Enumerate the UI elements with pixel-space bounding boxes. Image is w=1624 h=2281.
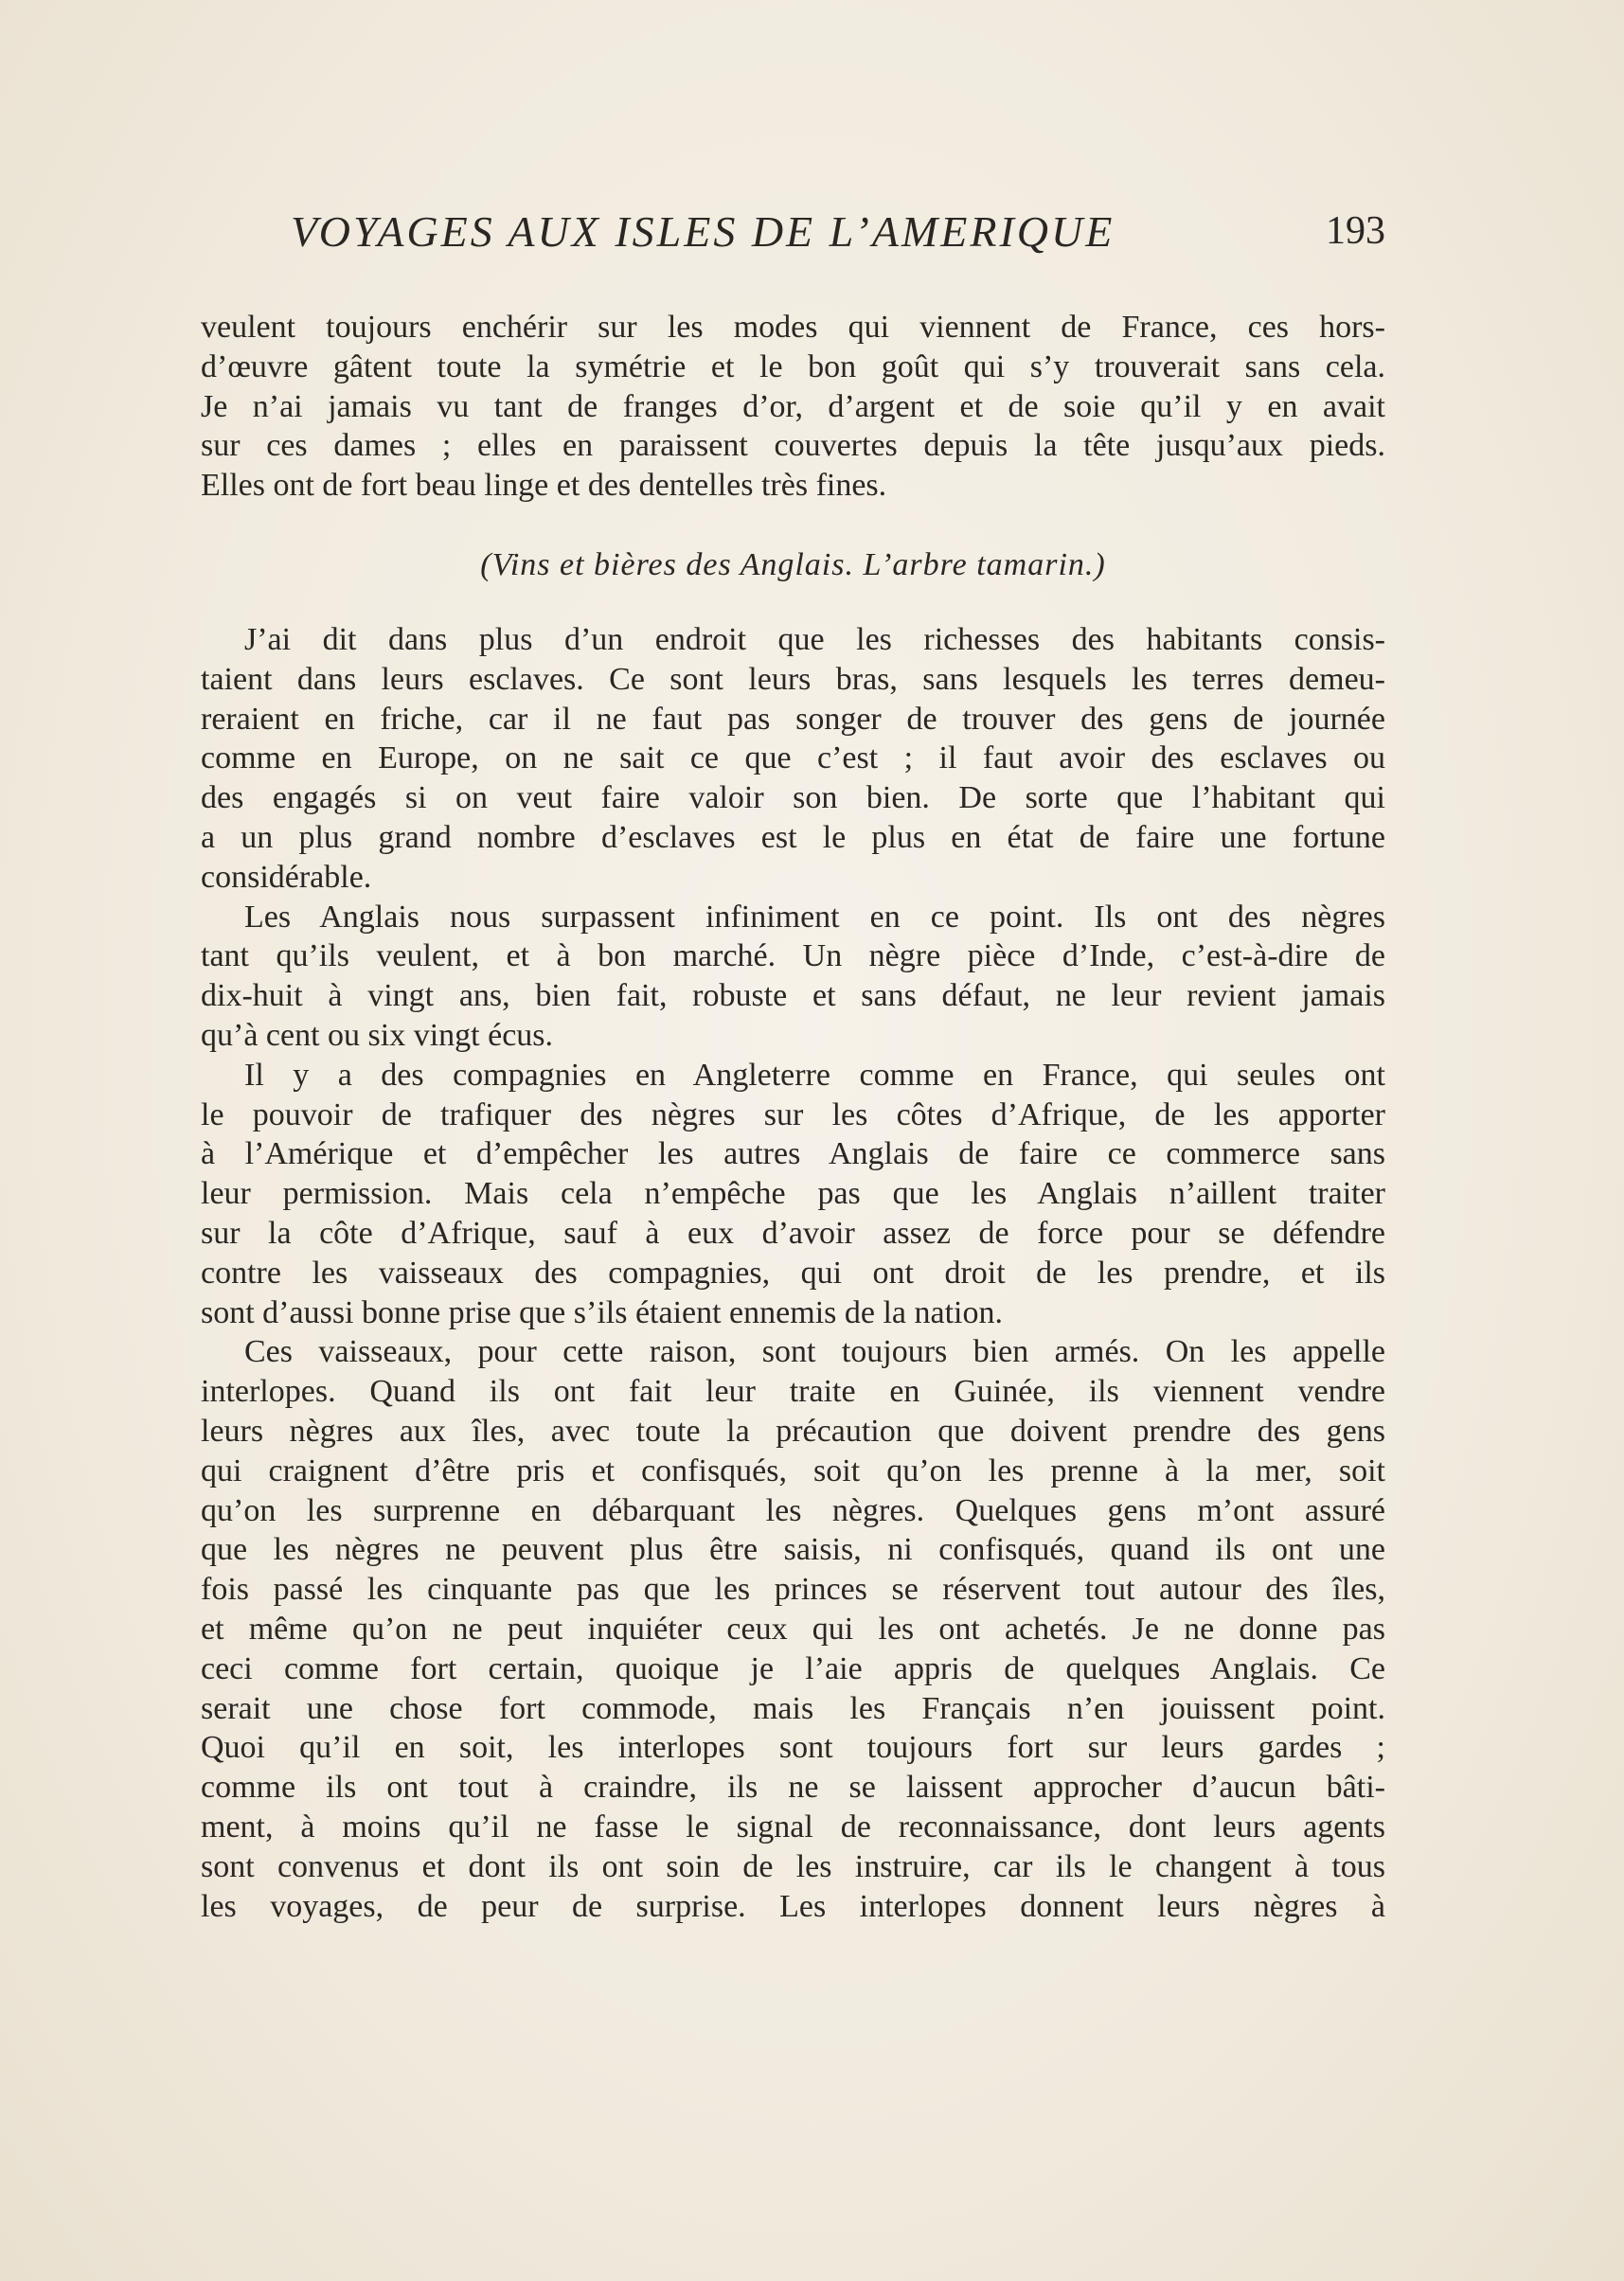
text-line: ment, à moins qu’il ne fasse le signal de reconnaissance, dont leurs agents — [201, 1809, 1385, 1844]
text-line: qui craignent d’être pris et confisqués, soit qu’on les prenne à la mer, soit — [201, 1452, 1385, 1488]
text-line: sont d’aussi bonne prise que s’ils étaient ennemis de la nation. — [201, 1294, 1003, 1330]
paragraph — [201, 308, 1385, 506]
paragraph — [201, 898, 1385, 1056]
text-block-main — [201, 620, 1385, 1926]
text-line: Il y a des compagnies en Angleterre comme en France, qui seules ont — [244, 1057, 1385, 1093]
text-line: dix-huit à vingt ans, bien fait, robuste et sans défaut, ne leur revient jamais — [201, 978, 1385, 1014]
running-title: VOYAGES AUX ISLES DE L’AMERIQUE — [291, 207, 1115, 256]
text-line: à l’Amérique et d’empêcher les autres Anglais de faire ce commerce sans — [201, 1136, 1385, 1172]
text-line: interlopes. Quand ils ont fait leur traite en Guinée, ils viennent vendre — [201, 1374, 1385, 1410]
text-line: comme en Europe, on ne sait ce que c’est ; il faut avoir des esclaves ou — [201, 740, 1385, 776]
text-line: le pouvoir de trafiquer des nègres sur les côtes d’Afrique, de les apporter — [201, 1096, 1385, 1132]
text-line: fois passé les cinquante pas que les princes se réservent tout autour des îles, — [201, 1572, 1385, 1608]
text-line: considérable. — [201, 859, 372, 895]
text-line: les voyages, de peur de surprise. Les interlopes donnent leurs nègres à — [201, 1888, 1385, 1924]
text-line: sur la côte d’Afrique, sauf à eux d’avoir assez de force pour se défendre — [201, 1215, 1385, 1251]
text-line: Quoi qu’il en soit, les interlopes sont toujours fort sur leurs gardes ; — [201, 1730, 1385, 1766]
paragraph — [201, 620, 1385, 898]
text-line: et même qu’on ne peut inquiéter ceux qui les ont achetés. Je ne donne pas — [201, 1611, 1385, 1647]
text-line: d’œuvre gâtent toute la symétrie et le bon goût qui s’y trouverait sans cela. — [201, 348, 1385, 384]
paragraph — [201, 1332, 1385, 1926]
text-line: que les nègres ne peuvent plus être saisis, ni confisqués, quand ils ont une — [201, 1532, 1385, 1568]
text-line: tant qu’ils veulent, et à bon marché. Un nègre pièce d’Inde, c’est-à-dire de — [201, 938, 1385, 974]
text-line: Les Anglais nous surpassent infiniment en ce point. Ils ont des nègres — [244, 899, 1385, 935]
text-line: Ces vaisseaux, pour cette raison, sont toujours bien armés. On les appelle — [244, 1334, 1385, 1370]
text-line: J’ai dit dans plus d’un endroit que les richesses des habitants consis- — [244, 622, 1385, 657]
text-line: qu’à cent ou six vingt écus. — [201, 1017, 554, 1053]
text-line: qu’on les surprenne en débarquant les nègres. Quelques gens m’ont assuré — [201, 1492, 1385, 1528]
text-line: leur permission. Mais cela n’empêche pas que les Anglais n’aillent traiter — [201, 1176, 1385, 1212]
text-line: ceci comme fort certain, quoique je l’aie appris de quelques Anglais. Ce — [201, 1650, 1385, 1686]
text-line: taient dans leurs esclaves. Ce sont leurs bras, sans lesquels les terres demeu- — [201, 661, 1385, 697]
text-line: veulent toujours enchérir sur les modes qui viennent de France, ces hors- — [201, 310, 1385, 345]
paragraph — [201, 1056, 1385, 1333]
text-line: des engagés si on veut faire valoir son bien. De sorte que l’habitant qui — [201, 780, 1385, 816]
text-line: leurs nègres aux îles, avec toute la précaution que doivent prendre des gens — [201, 1413, 1385, 1449]
text-line: comme ils ont tout à craindre, ils ne se laissent approcher d’aucun bâti- — [201, 1770, 1385, 1806]
text-block-top — [201, 308, 1385, 506]
text-line: serait une chose fort commode, mais les Français n’en jouissent point. — [201, 1690, 1385, 1726]
text-line: sont convenus et dont ils ont soin de les instruire, car ils le changent à tous — [201, 1848, 1385, 1884]
text-line: contre les vaisseaux des compagnies, qui ont droit de les prendre, et ils — [201, 1255, 1385, 1291]
page-number: 193 — [1326, 209, 1385, 253]
text-line: sur ces dames ; elles en paraissent couvertes depuis la tête jusqu’aux pieds. — [201, 428, 1385, 464]
text-line: Elles ont de fort beau linge et des dentelles très fines. — [201, 468, 887, 504]
section-subheading: (Vins et bières des Anglais. L’arbre tamarin.) — [480, 547, 1106, 582]
text-line: Je n’ai jamais vu tant de franges d’or, d’argent et de soie qu’il y en avait — [201, 388, 1385, 424]
text-line: a un plus grand nombre d’esclaves est le plus en état de faire une fortune — [201, 819, 1385, 855]
text-line: reraient en friche, car il ne faut pas songer de trouver des gens de journée — [201, 701, 1385, 737]
running-header — [291, 206, 1385, 263]
